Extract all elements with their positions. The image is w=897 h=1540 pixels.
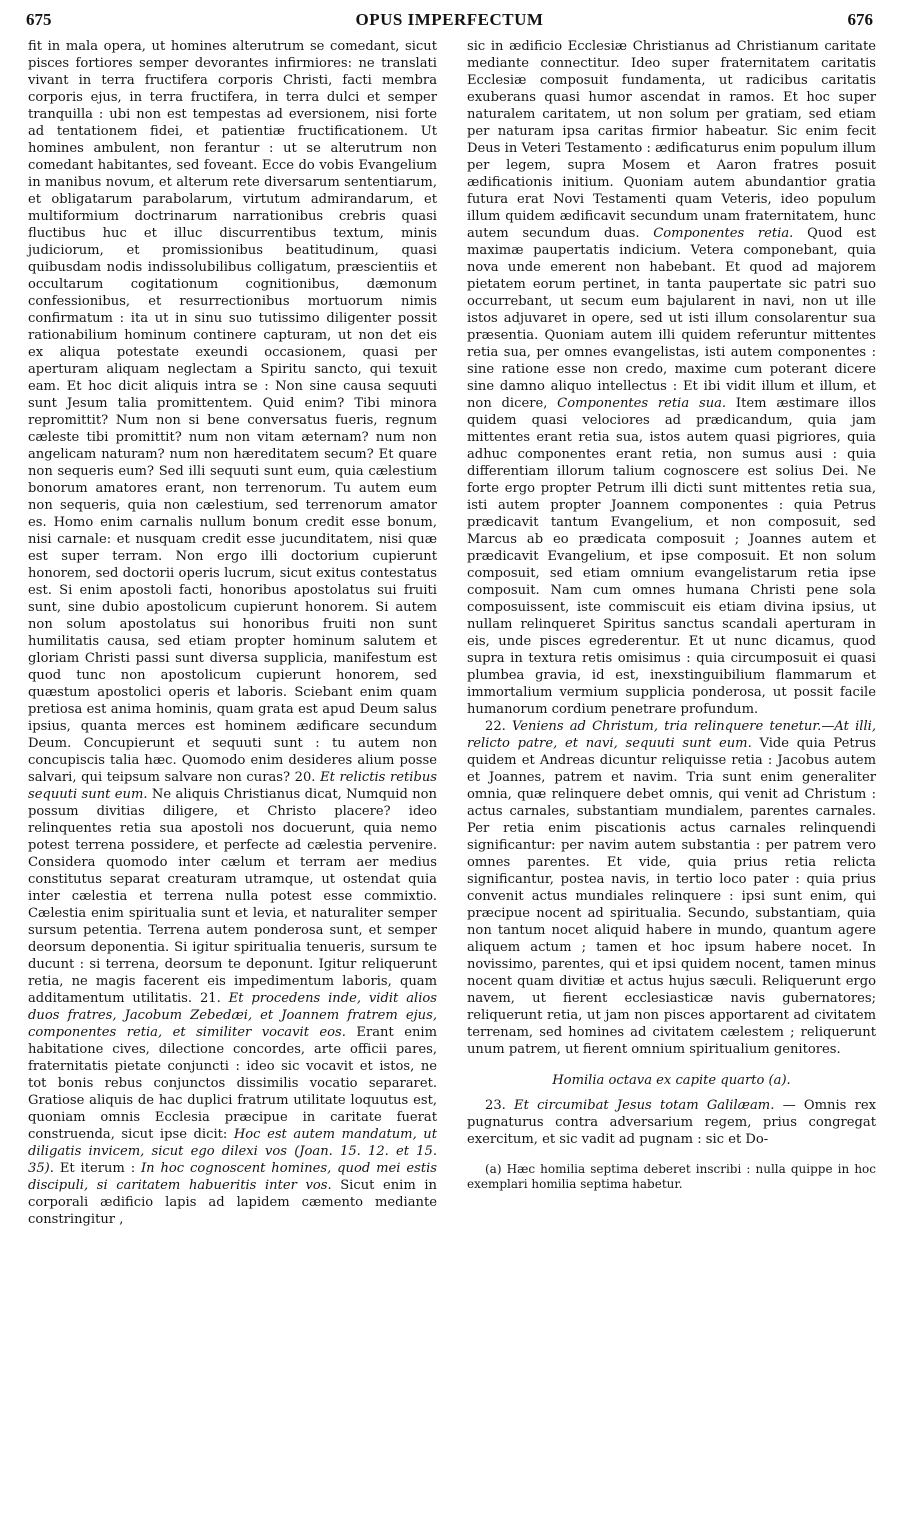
running-header	[26, 10, 873, 36]
left-paragraph-5: Sicut enim in corporali ædificio lapis ad lapidem cæmento mediante constringitur ,	[28, 1178, 437, 1227]
right-paragraph-3: Item æstimare illos quidem quasi velociores ad prædicandum, quia jam mittentes erant retia sua, istos autem quasi pigriores, quia adhuc componentes erant retia, non sumus ausi : quia differentiam illorum talium cognoscere est solius Dei. Ne forte ergo propter Petrum illi dicti sunt mittentes retia sua, isti autem propter Joannem componentes : quia Petrus prædicavit tantum Evangelium, et non composuit, sed Marcus ab eo prædicata composuit ; Joannes autem et prædicavit Evangelium, et ipse composuit. Et non solum composuit, sed etiam omnium evangelistarum retia ipse composuit. Nam cum omnes humana Christi pene sola composuissent, iste commiscuit eis etiam divina ipsius, ut nullam relinqueret Spiritus sanctus scandali aperturam in eis, unde pisces egrederentur. Et ut nunc dicamus, quod supra in textura retis omisimus : quia circumposuit ei quasi plumbea gravia, id est, inexstinguibilium flammarum et immortalium vermium supplicia ponderosa, ut possit facile humanorum cordium penetrare profundum.	[467, 396, 876, 717]
left-paragraph-2: Ne aliquis Christianus dicat, Numquid non possum divitias diligere, et Christo placere? ideo relinquentes retia sua apostoli nos docuerunt, quia nemo potest terrena possidere, et perfecte ad cælestia pervenire. Considera quomodo inter cælum et terram aer medius constitutus separat creaturam utramque, ut ostendat quia inter cælestia et terrena nulla potest esse commixtio. Cælestia enim spiritualia sunt et levia, et naturaliter semper sursum petentia. Terrena autem ponderosa sunt, et semper deorsum deponentia. Si igitur spiritualia tenueris, sursum te ducunt : si terrena, deorsum te deponunt. Igitur reliquerunt retia, ne magis facerent eis impedimentum laboris, quam additamentum utilitatis.	[28, 787, 437, 1006]
verse-22-number: 22.	[485, 719, 513, 734]
right-paragraph-1: sic in ædificio Ecclesiæ Christianus ad Christianum caritate mediante connectitur. Ideo super fraternitatem caritatis Ecclesiæ composuit fundamenta, ut radicibus caritatis exuberans quasi humor ascendat in ramos. Et hoc super naturalem caritatem, ut non solum per gratiam, sed etiam per naturam ipsa caritas firmior habeatur. Sic enim fecit Deus in Veteri Testamento : ædificaturus enim populum illum per legem, supra Mosem et Aaron fratres posuit ædificationis initium. Quoniam autem abundantior gratia futura erat Novi Testamenti quam Veteris, ideo populum illum quidem ædificavit secundum unam fraternitatem, hunc autem secundum duas.	[467, 39, 876, 241]
lemma-componentes-retia-sua: Componentes retia sua.	[547, 396, 727, 411]
scripture-quote-1: Hoc est autem mandatum, ut diligatis invicem, sicut ego dilexi vos (Joan. 15. 12. et 15. 35).	[28, 1127, 438, 1176]
right-paragraph-4: Vide quia Petrus quidem et Andreas dicuntur reliquisse retia : Jacobus autem et Joannes, patrem et navim. Tria sunt enim generaliter omnia, quæ relinquere debet omnis, qui venit ad Christum : actus carnales, substantiam mundialem, parentes carnales. Per retia enim piscationis actus carnales relinquendi significantur: per navim autem substantia : per patrem vero omnes parentes. Et vide, quia prius retia relicta significantur, postea navis, in tertio loco pater : quia prius convenit actus mundiales relinquere : ipsi sunt enim, qui præcipue nocent ad spiritualia. Secundo, substantiam, quia non tantum nocet aliquid habere in mundo, quantum agere aliquem actum ; tamen et hoc ipsum habere nocet. In novissimo, parentes, qui et ipsi quidem nocent, tamen minus nocent quam divitiæ et actus hujus sæculi. Reliquerunt ergo navem, ut fierent ecclesiasticæ navis gubernatores; reliquerunt retia, ut jam non pisces apportarent ad civitatem terrenam, sed homines ad civitatem cælestem ; reliquerunt unum patrem, ut fierent omnium spiritualium genitores.	[467, 736, 876, 1057]
page-number-right: 676	[847, 10, 873, 29]
left-paragraph-4: Et iterum :	[53, 1161, 136, 1176]
right-paragraph-2: Quod est maximæ paupertatis indicium. Vetera componebant, quia nova unde emerent non habebant. Et quod ad majorem pietatem eorum pertinet, in tanta paupertate sic patri suo occurrebant, ut secum eum bajularent in navi, non ut ille istos adjuvaret in opere, sed ut isti illum consolarentur sua præsentia. Quoniam autem illi quidem referuntur mittentes retia sua, per omnes evangelistas, isti autem componentes : sine ratione esse non credo, maxime cum poterant dicere sine damno aliquo intellectus : Et ibi vidit illum et illum, et non dicere,	[467, 226, 876, 411]
right-column	[467, 38, 876, 1192]
running-title: OPUS IMPERFECTUM	[355, 10, 544, 29]
verse-21-lemma: Et procedens inde, vidit alios duos fratres, Jacobum Zebedæi, et Joannem fratrem ejus, componentes retia, et similiter vocavit eos.	[28, 991, 437, 1040]
left-paragraph-1: fit in mala opera, ut homines alterutrum se comedant, sicut pisces fortiores semper devorantes infirmiores: ne translati vivant in terra fructifera corporis Christi, facti membra corporis ejus, in terra fructifera, in terra dulci et semper tranquilla : ubi non est tempestas ad eversionem, nisi forte ad tentationem fidei, et patientiæ fructificationem. Ut homines ambulent, non ferantur : ut se alterutrum non comedant habitantes, sed foveant. Ecce do vobis Evangelium in manibus novum, et alterum rete diversarum sententiarum, et obligatarum parabolarum, virtutum admirandarum, et multiformium doctrinarum narrationibus crebris quasi fluctibus huc et illuc discurrentibus textum, minis judiciorum, et promissionibus beatitudinum, quasi quibusdam nodis indissolubilibus colligatum, præscientiis et occultarum cogitationum cognitionibus, dæmonum confessionibus, et resurrectionibus mortuorum nimis confirmatum : ita ut in sinu suo tutissimo diligenter possit rationabilium hominum continere capturam, ut non det eis ex aliqua potestate exeundi occasionem, quasi per aperturam aliquam neglectam a Spiritu sancto, qui texuit eam. Et hoc dicit aliquis intra se : Non sine causa sequuti sunt Jesum talia promittentem. Quid enim? Tibi minora repromittit? Num non si bene conversatus fueris, regnum cæleste tibi promittit? num non vitam æternam? num non angelicam naturam? num non hæreditatem secum? Et quare non sequeris eum? Sed illi sequuti sunt eum, quia cælestium bonorum amatores erant, non terrenorum. Tu autem eum non sequeris, quia non cælestium, sed terrenorum amator es. Homo enim carnalis nullum bonum credit esse bonum, nisi carnale: et nusquam credit esse jucunditatem, nisi quæ est super terram. Non ergo illi doctorium cupierunt honorem, sed doctorii operis lucrum, sicut exitus contestatus est. Si enim apostoli facti, honoribus apostolatus sui fruiti sunt, sine dubio apostolicum cupierunt honorem. Si autem non solum apostolatus sui honoribus fruiti non sunt humilitatis causa, sed etiam propter hominum salutem et gloriam Christi passi sunt diversa supplicia, manifestum est quod tunc non apostolicum cupierunt honorem, sed quæstum apostolici operis et laboris. Sciebant enim quam pretiosa est anima hominis, quam grata est apud Deum salus ipsius, quanta merces est hominem ædificare secundum Deum. Concupierunt et sequuti sunt : tu autem non concupiscis talia hæc. Quomodo enim desideres alium posse salvari, qui teipsum salvare non curas?	[28, 39, 437, 785]
right-text-block-3	[467, 1097, 876, 1148]
lemma-componentes-retia: Componentes retia.	[639, 226, 794, 241]
homily-heading: Homilia octava ex capite quarto (a).	[552, 1073, 791, 1088]
verse-21-number: 21.	[192, 991, 229, 1006]
right-paragraph-5: — Omnis rex pugnaturus contra adversarium regem, prius congregat exercitum, et sic vadit ad pugnam : sic et Do-	[467, 1098, 876, 1147]
verse-22-lemma: Veniens ad Christum, tria relinquere tenetur.—At illi, relicto patre, et navi, sequuti sunt eum.	[467, 719, 876, 751]
verse-23-number: 23.	[485, 1098, 515, 1113]
left-paragraph-3: Erant enim habitatione cives, dilectione concordes, arte officii pares, fraternitatis pietate conjuncti : ideo sic vocavit et istos, ne tot bonis rebus conjunctos dissimilis vocatio separaret. Gratiose aliquis de hac duplici fratrum utilitate loquutus est, quoniam omnis Ecclesia præcipue in caritate fuerat construenda, sicut ipse dicit:	[28, 1025, 437, 1142]
verse-20-lemma: Et relictis retibus sequuti sunt eum.	[28, 770, 437, 802]
footnote: (a) Hæc homilia septima deberet inscribi : nulla quippe in hoc exemplari homilia septima habetur.	[467, 1162, 876, 1191]
right-text-block-2	[467, 718, 876, 1058]
verse-20-number: 20.	[290, 770, 321, 785]
page-number-left: 675	[26, 10, 52, 29]
right-text-block-1	[467, 38, 876, 718]
left-text-block	[28, 38, 437, 1228]
scripture-quote-2: In hoc cognoscent homines, quod mei estis discipuli, si caritatem habueritis inter vos.	[28, 1161, 437, 1193]
left-column	[28, 38, 437, 1228]
verse-23-lemma: Et circumibat Jesus totam Galilæam.	[514, 1098, 775, 1113]
